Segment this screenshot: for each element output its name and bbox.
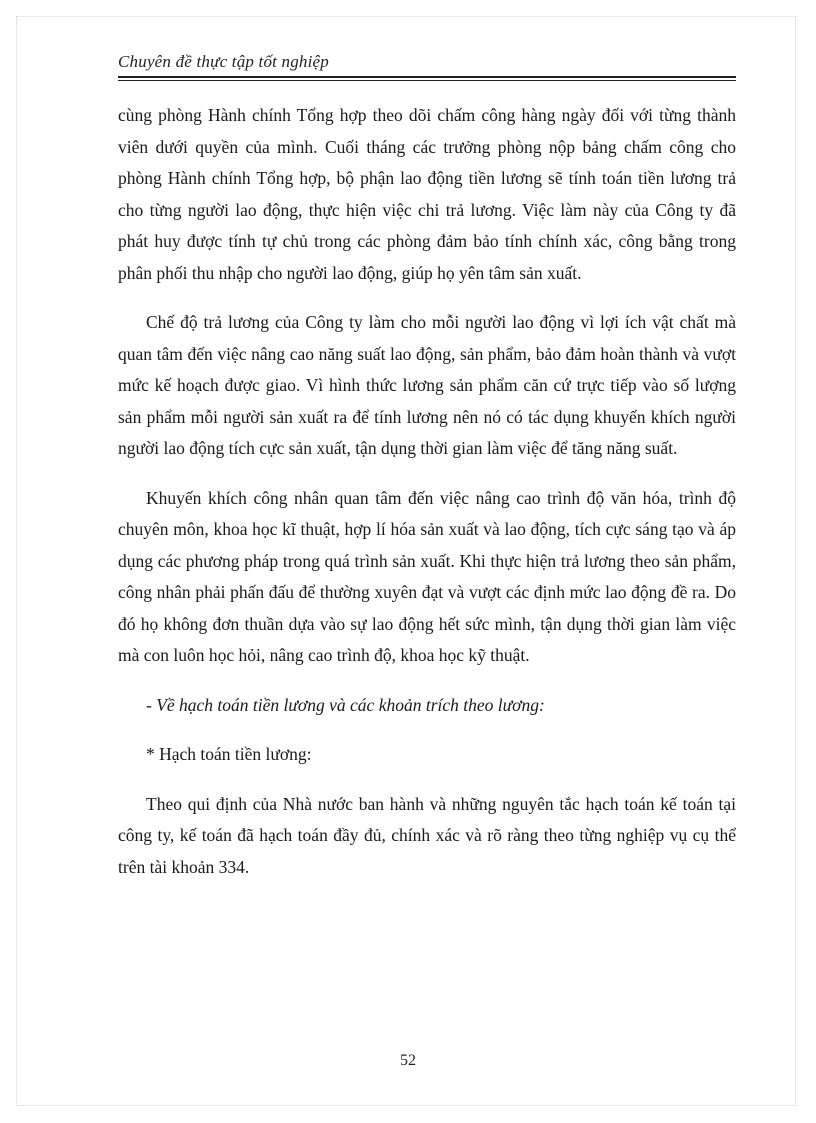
page-number: 52 <box>400 1052 416 1069</box>
paragraph-encouragement: Khuyến khích công nhân quan tâm đến việc nâng cao trình độ văn hóa, trình độ chuyên môn, khoa học kĩ thuật, hợp lí hóa sản xuất và lao động, tích cực sáng tạo và áp dụng các phương pháp trong quá trình sản xuất. Khi thực hiện trả lương theo sản phẩm, công nhân phải phấn đấu để thường xuyên đạt và vượt các định mức lao động đề ra. Do đó họ không đơn thuần dựa vào sự lao động hết sức mình, tận dụng thời gian làm việc mà con luôn học hỏi, nâng cao trình độ, khoa học kỹ thuật. <box>118 487 736 665</box>
header-rule <box>118 76 736 78</box>
paragraph-account-334: Theo qui định của Nhà nước ban hành và những nguyên tắc hạch toán kế toán tại công ty, kế toán đã hạch toán đầy đủ, chính xác và rõ ràng theo từng nghiệp vụ cụ thể trên tài khoản 334. <box>118 793 736 877</box>
document-body <box>118 100 736 883</box>
subheading-salary-accounting: * Hạch toán tiền lương: <box>146 744 312 764</box>
header-rule-thin <box>118 80 736 81</box>
page-header <box>118 50 736 74</box>
paragraph-salary-regime: Chế độ trả lương của Công ty làm cho mỗi người lao động vì lợi ích vật chất mà quan tâm đến việc nâng cao năng suất lao động, sản phẩm, bảo đảm hoàn thành và vượt mức kế hoạch được giao. Vì hình thức lương sản phẩm căn cứ trực tiếp vào số lượng sản phẩm mỗi người sản xuất ra để tính lương nên nó có tác dụng khuyến khích người người lao động tích cực sản xuất, tận dụng thời gian làm việc để tăng năng suất. <box>118 312 736 458</box>
header-title: Chuyên đề thực tập tốt nghiệp <box>118 52 330 71</box>
subheading-accounting: - Về hạch toán tiền lương và các khoản trích theo lương: <box>146 694 545 715</box>
paragraph-continuation: cùng phòng Hành chính Tổng hợp theo dõi chấm công hàng ngày đối với từng thành viên dưới quyền của mình. Cuối tháng các trưởng phòng nộp bảng chấm công cho phòng Hành chính Tổng hợp, bộ phận lao động tiền lương sẽ tính toán tiền lương trả cho từng người lao động, thực hiện việc chi trả lương. Việc làm này của Công ty đã phát huy được tính tự chủ trong các phòng đảm bảo tính chính xác, công bằng trong phân phối thu nhập cho người lao động, giúp họ yên tâm sản xuất. <box>118 105 736 283</box>
